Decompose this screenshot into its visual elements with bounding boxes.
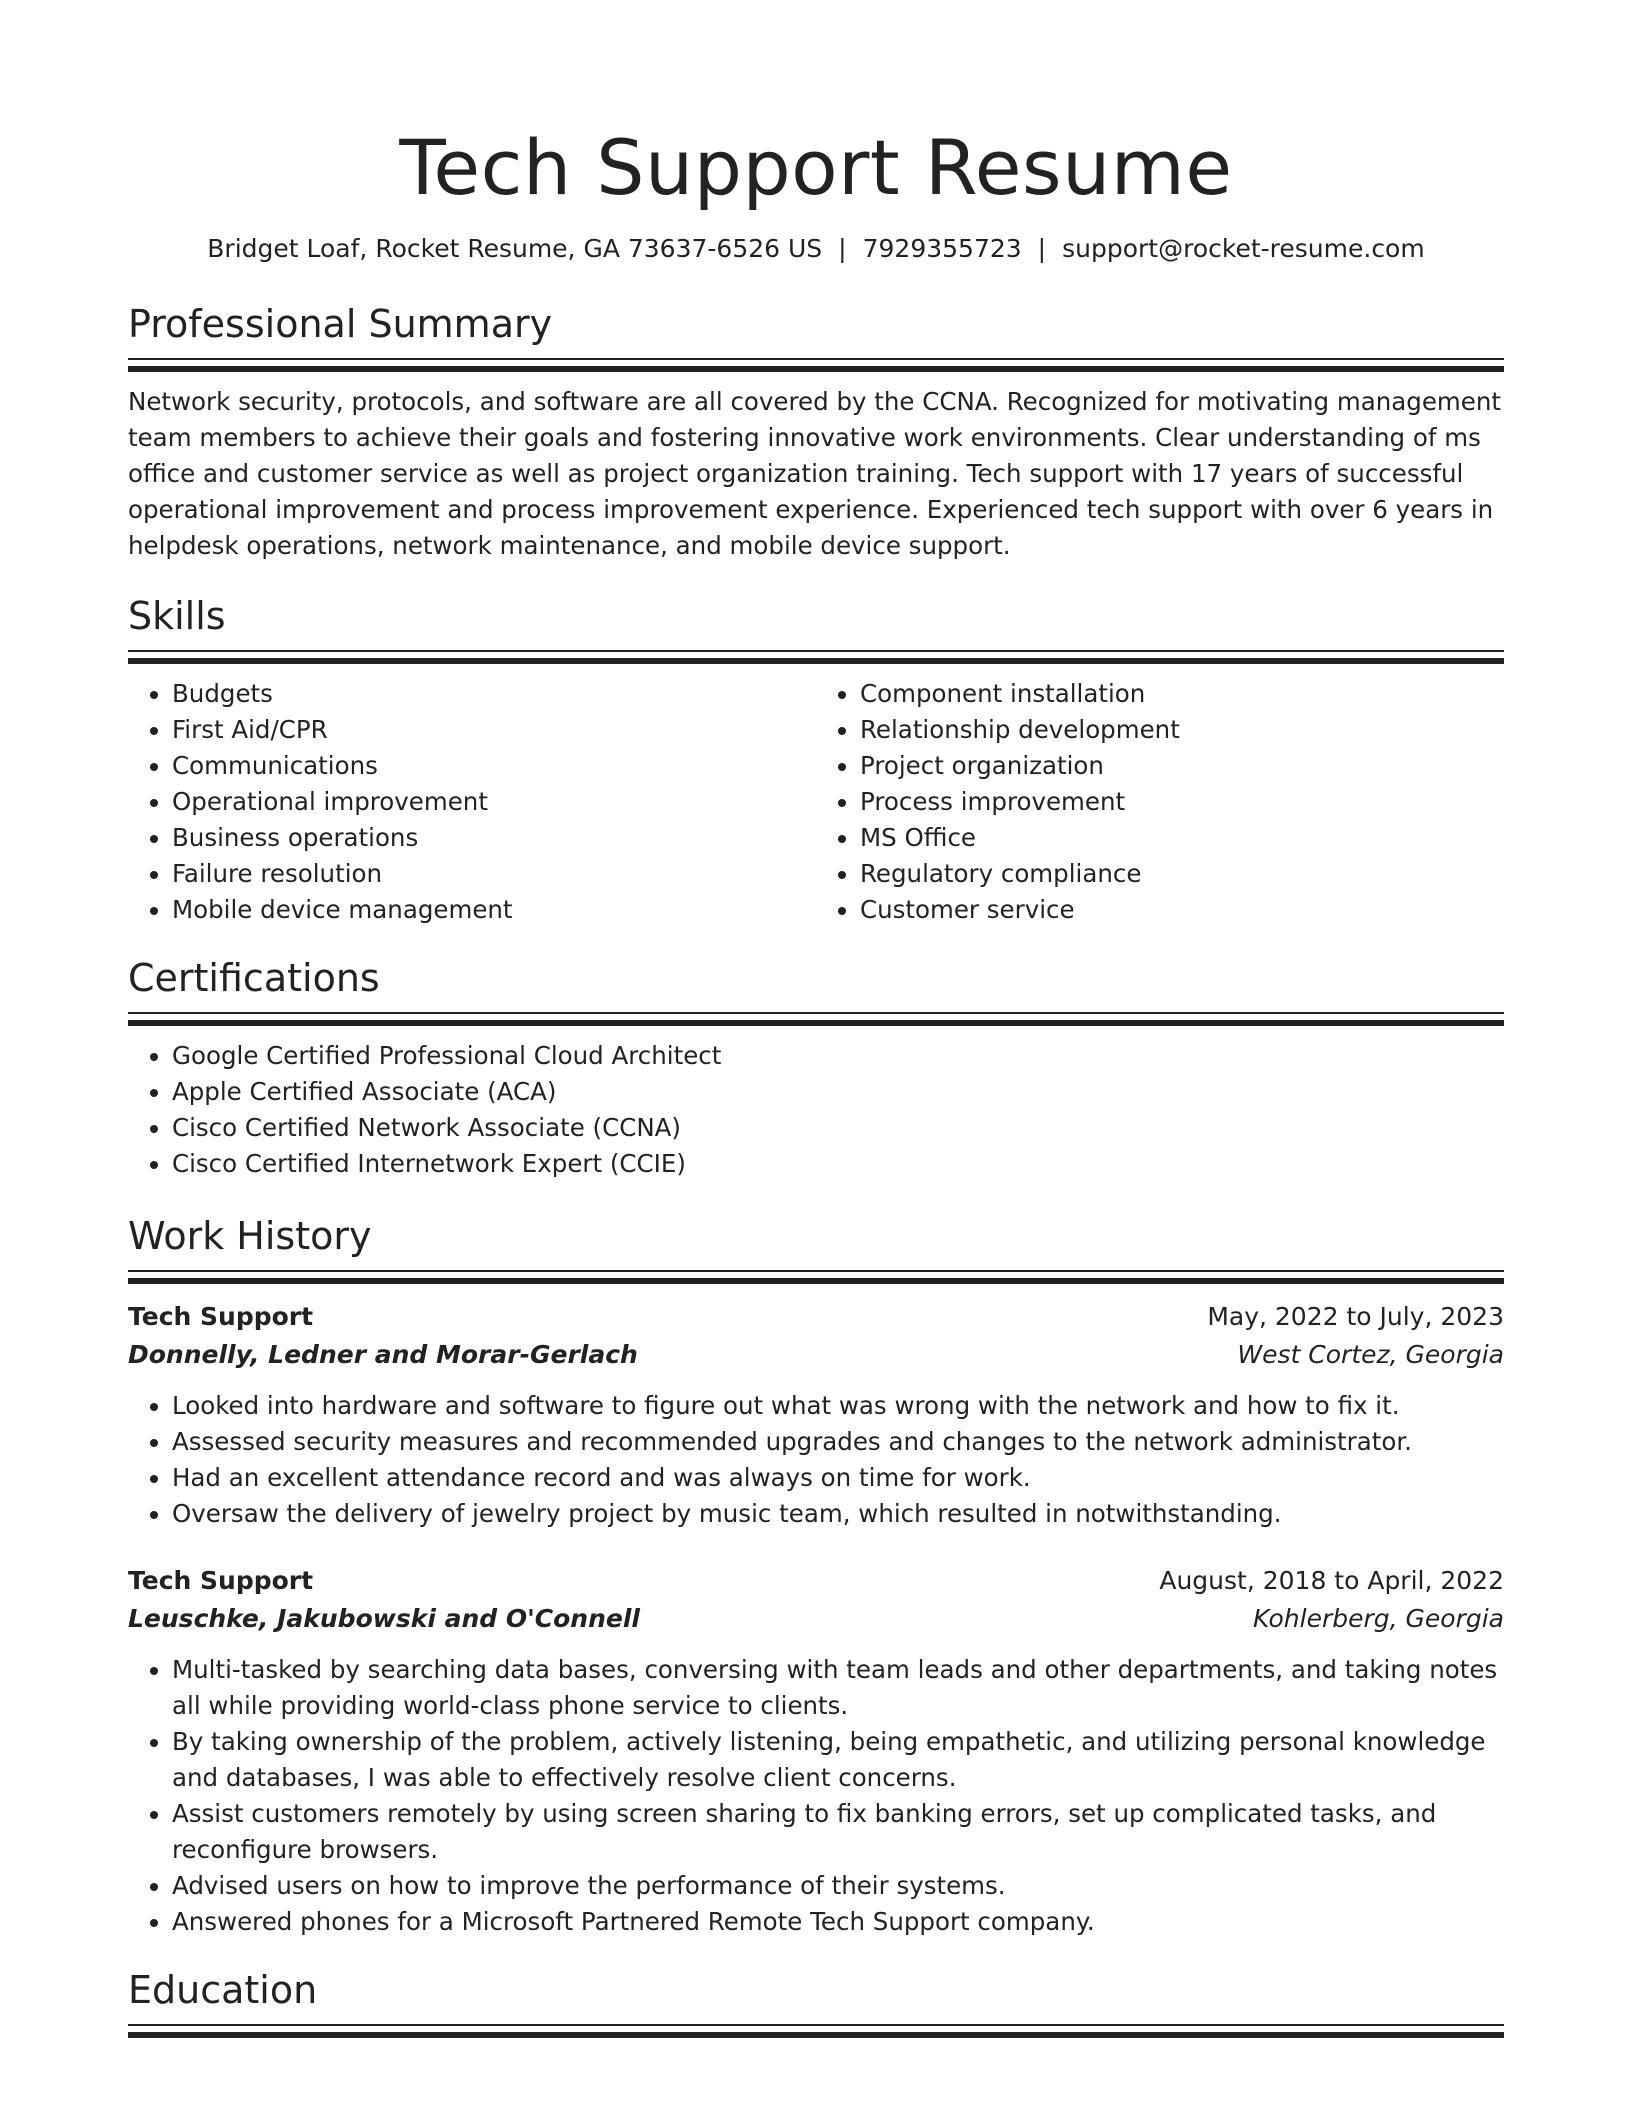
education-section: [128, 1966, 1504, 2046]
job-bullets: [128, 1388, 1504, 1532]
section-divider: [128, 650, 1504, 652]
job-subheader: [128, 1336, 1504, 1374]
skills-column-right: [816, 676, 1504, 928]
job-dates: May, 2022 to July, 2023: [1207, 1302, 1504, 1331]
summary-text: Network security, protocols, and software are all covered by the CCNA. Recognized for motivating management team members to achieve their goals and fostering innovative work environments. Clear understanding of ms office and customer service as well as project organization training. Tech support with 17 years of successful operational improvement and process improvement experience. Experienced tech support with over 6 years in helpdesk operations, network maintenance, and mobile device support.: [128, 387, 1501, 560]
skill-item: • Mobile device management: [172, 892, 816, 928]
job-entry: [128, 1562, 1504, 1940]
job-title: Tech Support: [128, 1566, 314, 1595]
contact-email: support@rocket-resume.com: [1062, 234, 1425, 263]
section-divider: [128, 1012, 1504, 1014]
section-divider: [128, 1270, 1504, 1272]
job-bullet: • Had an excellent attendance record and was always on time for work.: [172, 1460, 1504, 1496]
skill-item: • Project organization: [860, 748, 1504, 784]
contact-line: [128, 232, 1504, 266]
job-bullet: • By taking ownership of the problem, actively listening, being empathetic, and utilizing personal knowledge and databases, I was able to effectively resolve client concerns.: [172, 1724, 1504, 1796]
certifications-section: [128, 954, 1504, 1182]
job-dates: August, 2018 to April, 2022: [1159, 1566, 1504, 1595]
job-header: [128, 1298, 1504, 1336]
certification-item: • Apple Certified Associate (ACA): [172, 1074, 1504, 1110]
job-bullet: • Oversaw the delivery of jewelry project by music team, which resulted in notwithstanding.: [172, 1496, 1504, 1532]
job-bullet: • Answered phones for a Microsoft Partnered Remote Tech Support company.: [172, 1904, 1504, 1940]
job-header: [128, 1562, 1504, 1600]
summary-section: [128, 300, 1504, 564]
job-location: West Cortez, Georgia: [1237, 1340, 1504, 1369]
skill-item: • Relationship development: [860, 712, 1504, 748]
job-bullet: • Looked into hardware and software to figure out what was wrong with the network and how to fix it.: [172, 1388, 1504, 1424]
contact-separator: |: [1037, 234, 1047, 263]
certification-item: • Google Certified Professional Cloud Architect: [172, 1038, 1504, 1074]
job-entry: [128, 1298, 1504, 1532]
certifications-list: [128, 1038, 1504, 1182]
job-subheader: [128, 1600, 1504, 1638]
resume-title: Tech Support Resume: [399, 123, 1233, 212]
skill-item: • Communications: [172, 748, 816, 784]
skill-item: • Operational improvement: [172, 784, 816, 820]
job-title: Tech Support: [128, 1302, 314, 1331]
work-history-section: [128, 1212, 1504, 1940]
skill-item: • Process improvement: [860, 784, 1504, 820]
job-bullet: • Advised users on how to improve the performance of their systems.: [172, 1868, 1504, 1904]
job-bullet: • Multi-tasked by searching data bases, conversing with team leads and other departments, and taking notes all while providing world-class phone service to clients.: [172, 1652, 1504, 1724]
contact-phone: 7929355723: [862, 234, 1022, 263]
job-location: Kohlerberg, Georgia: [1252, 1604, 1504, 1633]
skill-item: • First Aid/CPR: [172, 712, 816, 748]
skills-grid: [128, 676, 1504, 928]
skills-column-left: [128, 676, 816, 928]
skill-item: • Customer service: [860, 892, 1504, 928]
certifications-heading: Certifications: [128, 956, 380, 1000]
certification-item: • Cisco Certified Network Associate (CCNA): [172, 1110, 1504, 1146]
skill-item: • Business operations: [172, 820, 816, 856]
job-company: Leuschke, Jakubowski and O'Connell: [128, 1604, 640, 1633]
work-history-heading: Work History: [128, 1214, 372, 1258]
contact-address: Bridget Loaf, Rocket Resume, GA 73637-6526 US: [207, 234, 823, 263]
skills-heading: Skills: [128, 594, 226, 638]
skill-item: • Regulatory compliance: [860, 856, 1504, 892]
contact-separator: |: [838, 234, 847, 263]
section-divider: [128, 358, 1504, 360]
skills-section: [128, 592, 1504, 928]
job-bullet: • Assist customers remotely by using screen sharing to fix banking errors, set up complicated tasks, and reconfigure browsers.: [172, 1796, 1504, 1868]
education-heading: Education: [128, 1968, 318, 2012]
certification-item: • Cisco Certified Internetwork Expert (CCIE): [172, 1146, 1504, 1182]
section-divider: [128, 2024, 1504, 2026]
summary-heading: Professional Summary: [128, 302, 553, 346]
job-bullets: [128, 1652, 1504, 1940]
skill-item: • Budgets: [172, 676, 816, 712]
skill-item: • Component installation: [860, 676, 1504, 712]
skill-item: • Failure resolution: [172, 856, 816, 892]
skill-item: • MS Office: [860, 820, 1504, 856]
job-company: Donnelly, Ledner and Morar-Gerlach: [128, 1340, 638, 1369]
job-bullet: • Assessed security measures and recommended upgrades and changes to the network administrator.: [172, 1424, 1504, 1460]
resume-page: [128, 0, 1504, 2046]
